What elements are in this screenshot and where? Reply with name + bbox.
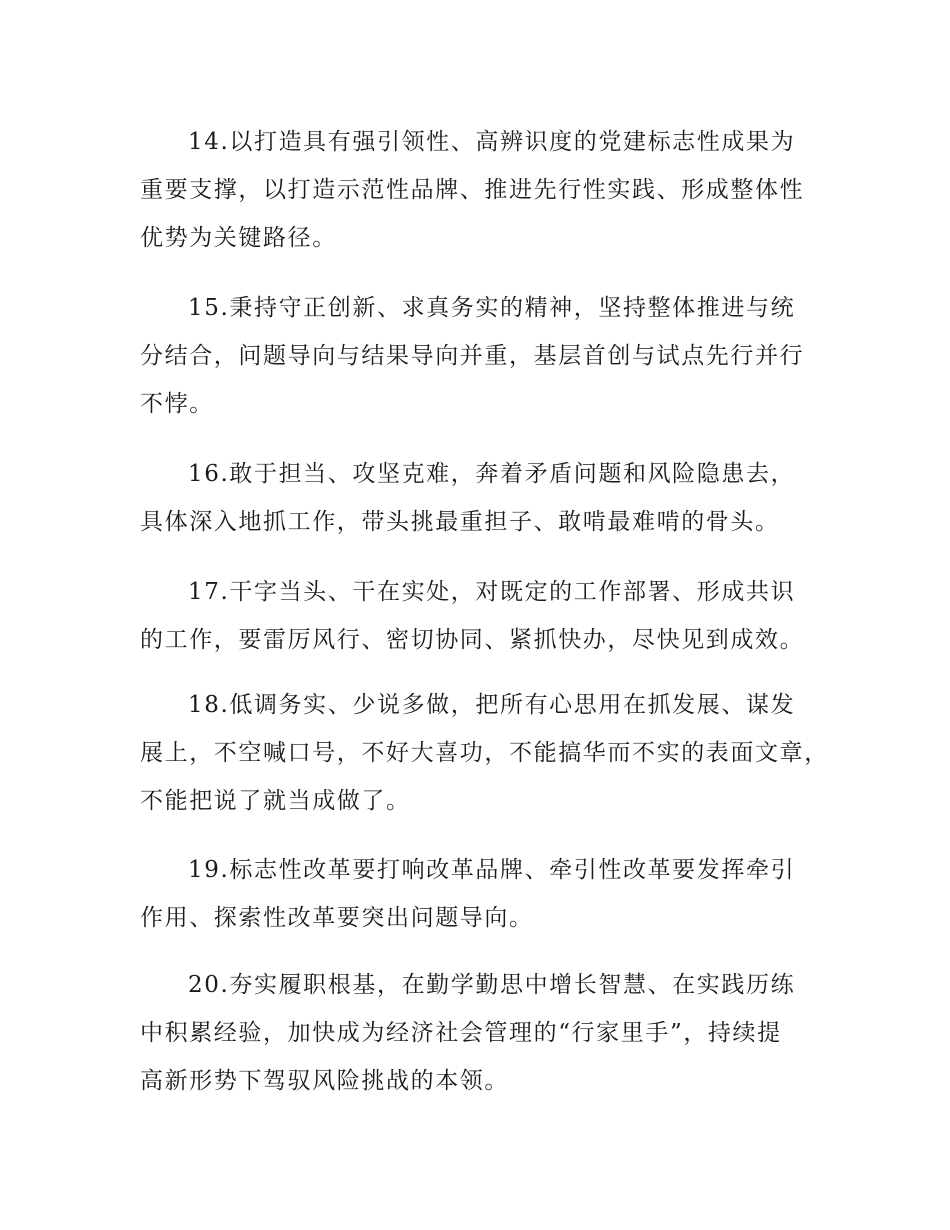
- paragraph-18: [140, 681, 829, 825]
- paragraph-line: 高新形势下驾驭风险挑战的本领。: [140, 1068, 509, 1094]
- paragraph-line: 作用、探索性改革要突出问题导向。: [140, 905, 534, 931]
- paragraph-line: 16.敢于担当、攻坚克难，奔着矛盾问题和风险隐患去，: [188, 461, 796, 487]
- paragraph-line: 展上，不空喊口号，不好大喜功，不能搞华而不实的表面文章，: [140, 740, 829, 766]
- paragraph-line: 不能把说了就当成做了。: [140, 788, 411, 814]
- paragraph-line: 重要支撑，以打造示范性品牌、推进先行性实践、形成整体性: [140, 177, 805, 203]
- paragraph-17: [140, 568, 820, 664]
- paragraph-15: [140, 284, 820, 428]
- paragraph-14: [140, 118, 820, 262]
- paragraph-line: 具体深入地抓工作，带头挑最重担子、敢啃最难啃的骨头。: [140, 509, 780, 535]
- paragraph-line: 19.标志性改革要打响改革品牌、牵引性改革要发挥牵引: [188, 857, 796, 883]
- paragraph-line: 17.干字当头、干在实处，对既定的工作部署、形成共识: [188, 579, 796, 605]
- paragraph-line: 中积累经验，加快成为经济社会管理的“行家里手”，持续提: [140, 1020, 782, 1046]
- paragraph-line: 的工作，要雷厉风行、密切协同、紧抓快办，尽快见到成效。: [140, 627, 805, 653]
- paragraph-line: 20.夯实履职根基，在勤学勤思中增长智慧、在实践历练: [188, 972, 796, 998]
- paragraph-line: 不悖。: [140, 391, 214, 417]
- paragraph-line: 优势为关键路径。: [140, 225, 337, 251]
- paragraph-19: [140, 846, 820, 942]
- paragraph-line: 18.低调务实、少说多做，把所有心思用在抓发展、谋发: [188, 692, 796, 718]
- paragraph-line: 14.以打造具有强引领性、高辨识度的党建标志性成果为: [188, 129, 796, 155]
- paragraph-16: [140, 450, 820, 546]
- paragraph-20: [140, 961, 820, 1105]
- paragraph-line: 分结合，问题导向与结果导向并重，基层首创与试点先行并行: [140, 343, 805, 369]
- paragraph-line: 15.秉持守正创新、求真务实的精神，坚持整体推进与统: [188, 295, 796, 321]
